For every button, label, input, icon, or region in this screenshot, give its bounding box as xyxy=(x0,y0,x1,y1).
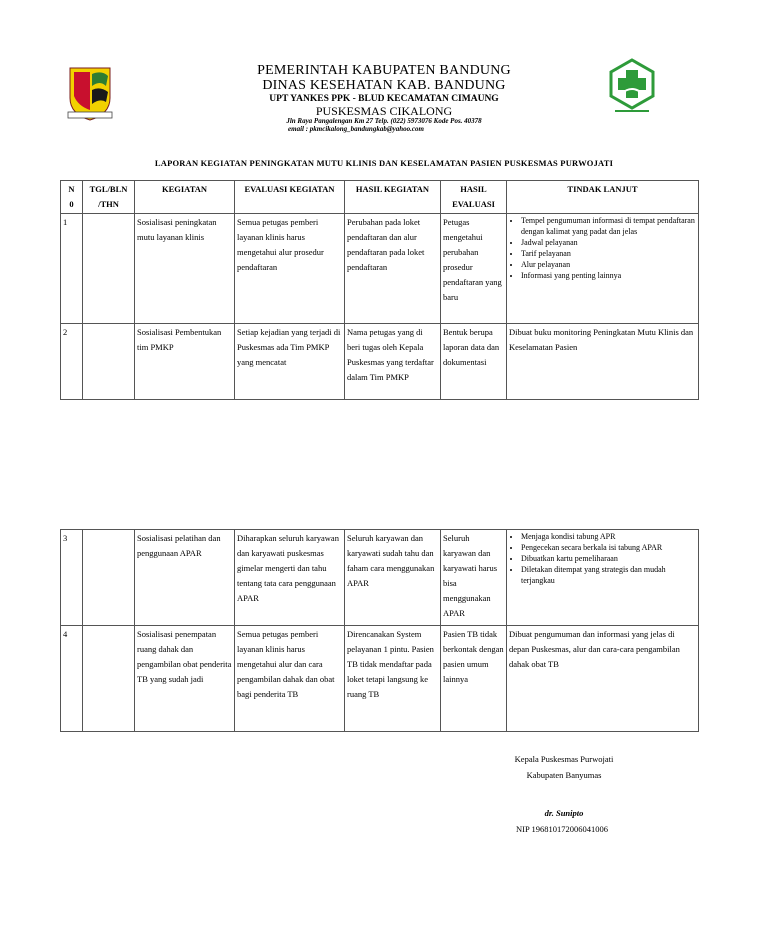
row-no: 2 xyxy=(61,324,83,400)
report-table-part2 xyxy=(60,529,699,732)
row-evaluation: Semua petugas pemberi layanan klinis harus mengetahui alur prosedur pendaftaran xyxy=(235,214,345,324)
row-result: Seluruh karyawan dan karyawati sudah tahu dan faham cara menggunakan APAR xyxy=(345,530,441,626)
signature-position: Kepala Puskesmas Purwojati xyxy=(514,754,614,764)
row-result: Direncanakan System pelayanan 1 pintu. Pasien TB tidak mendaftar pada loket tetapi langsung ke ruang TB xyxy=(345,626,441,732)
header-government: PEMERINTAH KABUPATEN BANDUNG xyxy=(257,63,511,78)
row-date xyxy=(83,530,135,626)
header-address: Jln Raya Pangalengan Km 27 Telp. (022) 5973076 Kode Pos. 40378 xyxy=(286,117,482,125)
row-activity: Sosialisasi Pembentukan tim PMKP xyxy=(135,324,235,400)
row-no: 3 xyxy=(61,530,83,626)
row-result-evaluation: Petugas mengetahui perubahan prosedur pendaftaran yang baru xyxy=(441,214,507,324)
row-result-evaluation: Seluruh karyawan dan karyawati harus bisa menggunakan APAR xyxy=(441,530,507,626)
follow-up-item: • Tarif pelayanan xyxy=(521,248,696,259)
table-row xyxy=(61,530,699,626)
row-date xyxy=(83,626,135,732)
header-department: DINAS KESEHATAN KAB. BANDUNG xyxy=(262,78,506,93)
header-unit: UPT YANKES PPK - BLUD KECAMATAN CIMAUNG xyxy=(269,94,499,104)
signature-nip: NIP 196810172006041006 xyxy=(515,824,608,834)
row-no: 4 xyxy=(61,626,83,732)
row-evaluation: Setiap kejadian yang terjadi di Puskesmas ada Tim PMKP yang mencatat xyxy=(235,324,345,400)
signature-region: Kabupaten Banyumas xyxy=(526,770,602,780)
row-date xyxy=(83,214,135,324)
col-result-evaluation: HASIL EVALUASI xyxy=(441,181,507,214)
follow-up-item: • Diletakan ditempat yang strategis dan mudah terjangkau xyxy=(521,564,696,586)
row-activity: Sosialisasi peningkatan mutu layanan klinis xyxy=(135,214,235,324)
row-result: Nama petugas yang di beri tugas oleh Kepala Puskesmas yang terdaftar dalam Tim PMKP xyxy=(345,324,441,400)
col-no: N 0 xyxy=(61,181,83,214)
table-row xyxy=(61,626,699,732)
col-evaluation: EVALUASI KEGIATAN xyxy=(235,181,345,214)
table-row xyxy=(61,324,699,400)
follow-up-item: • Menjaga kondisi tabung APR xyxy=(521,531,696,542)
table-row xyxy=(61,214,699,324)
follow-up-item: • Jadwal pelayanan xyxy=(521,237,696,248)
follow-up-item: • Informasi yang penting lainnya xyxy=(521,270,696,281)
follow-up-item: • Alur pelayanan xyxy=(521,259,696,270)
row-follow-up: Dibuat buku monitoring Peningkatan Mutu Klinis dan Keselamatan Pasien xyxy=(507,324,699,400)
table-header-row xyxy=(61,181,699,214)
row-follow-up xyxy=(507,530,699,626)
row-evaluation: Semua petugas pemberi layanan klinis harus mengetahui alur dan cara pengambilan dahak dan obat bagi penderita TB xyxy=(235,626,345,732)
col-date: TGL/BLN /THN xyxy=(83,181,135,214)
row-result-evaluation: Pasien TB tidak berkontak dengan pasien umum lainnya xyxy=(441,626,507,732)
follow-up-item: • Dibuatkan kartu pemeliharaan xyxy=(521,553,696,564)
row-no: 1 xyxy=(61,214,83,324)
col-result: HASIL KEGIATAN xyxy=(345,181,441,214)
row-activity: Sosialisasi penempatan ruang dahak dan pengambilan obat penderita TB yang sudah jadi xyxy=(135,626,235,732)
row-follow-up xyxy=(507,214,699,324)
row-result: Perubahan pada loket pendaftaran dan alur pendaftaran pada loket pendaftaran xyxy=(345,214,441,324)
row-follow-up: Dibuat pengumuman dan informasi yang jelas di depan Puskesmas, alur dan cara-cara pengambilan dahak obat TB xyxy=(507,626,699,732)
row-activity: Sosialisasi pelatihan dan penggunaan APAR xyxy=(135,530,235,626)
header-email: email : pkmcikalong_bandungkab@yahoo.com xyxy=(288,125,424,133)
col-activity: KEGIATAN xyxy=(135,181,235,214)
follow-up-item: • Tempel pengumuman informasi di tempat pendaftaran dengan kalimat yang padat dan jelas xyxy=(521,215,696,237)
row-result-evaluation: Bentuk berupa laporan data dan dokumentasi xyxy=(441,324,507,400)
report-table-part1 xyxy=(60,180,699,400)
signature-name: dr. Sunipto xyxy=(544,808,584,818)
col-follow-up: TINDAK LANJUT xyxy=(507,181,699,214)
report-title: LAPORAN KEGIATAN PENINGKATAN MUTU KLINIS DAN KESELAMATAN PASIEN PUSKESMAS PURWOJATI xyxy=(154,158,614,168)
follow-up-item: • Pengecekan secara berkala isi tabung APAR xyxy=(521,542,696,553)
header-puskesmas: PUSKESMAS CIKALONG xyxy=(315,104,453,118)
row-date xyxy=(83,324,135,400)
row-evaluation: Diharapkan seluruh karyawan dan karyawati puskesmas gimelar mengerti dan tahu tentang tata cara penggunaan APAR xyxy=(235,530,345,626)
